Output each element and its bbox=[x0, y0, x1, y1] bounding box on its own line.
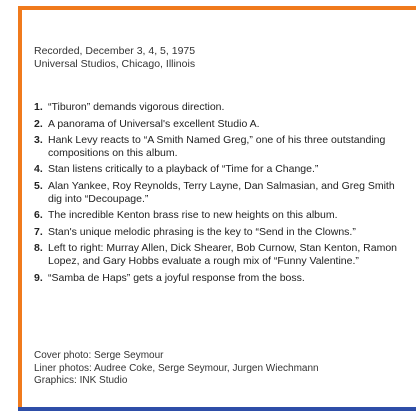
recording-location: Universal Studios, Chicago, Illinois bbox=[34, 58, 196, 70]
caption-text: Stan listens critically to a playback of “Time for a Change.” bbox=[48, 163, 319, 176]
caption-item bbox=[34, 118, 410, 131]
orange-frame-left bbox=[18, 6, 22, 409]
caption-number: 7. bbox=[34, 225, 43, 238]
blue-frame-bottom bbox=[18, 407, 416, 411]
caption-text: The incredible Kenton brass rise to new heights on this album. bbox=[48, 209, 338, 222]
caption-item bbox=[34, 209, 410, 222]
caption-number: 8. bbox=[34, 242, 43, 255]
photo-captions-list bbox=[34, 101, 410, 288]
caption-text: Left to right: Murray Allen, Dick Shearer, Bob Curnow, Stan Kenton, Ramon Lopez, and Gary Hobbs evaluate a rough mix of “Funny Valentine.” bbox=[48, 242, 398, 267]
liner-photos-credit: Liner photos: Audree Coke, Serge Seymour, Jurgen Wiechmann bbox=[34, 362, 319, 374]
recording-date: Recorded, December 3, 4, 5, 1975 bbox=[34, 45, 196, 57]
caption-text: “Samba de Haps” gets a joyful response from the boss. bbox=[48, 271, 305, 284]
caption-item bbox=[34, 101, 410, 114]
caption-item bbox=[34, 242, 410, 267]
caption-number: 5. bbox=[34, 179, 43, 192]
caption-text: Stan's unique melodic phrasing is the key to “Send in the Clowns.” bbox=[48, 225, 356, 238]
caption-number: 4. bbox=[34, 163, 43, 176]
caption-number: 2. bbox=[34, 117, 43, 130]
caption-item bbox=[34, 134, 410, 159]
caption-number: 9. bbox=[34, 271, 43, 284]
caption-number: 3. bbox=[34, 134, 43, 147]
caption-text: Alan Yankee, Roy Reynolds, Terry Layne, Dan Salmasian, and Greg Smith dig into “Decoupage.” bbox=[48, 179, 395, 205]
caption-item bbox=[34, 180, 410, 205]
caption-item bbox=[34, 226, 410, 239]
caption-item bbox=[34, 163, 410, 176]
credits-block bbox=[34, 350, 319, 388]
caption-number: 6. bbox=[34, 209, 43, 222]
caption-number: 1. bbox=[34, 101, 43, 113]
cover-photo-credit: Cover photo: Serge Seymour bbox=[34, 350, 164, 361]
recording-info bbox=[34, 45, 195, 71]
caption-text: Hank Levy reacts to “A Smith Named Greg,” one of his three outstanding compositions on this album. bbox=[48, 134, 386, 159]
caption-text: “Tiburon” demands vigorous direction. bbox=[48, 101, 225, 113]
orange-frame-top bbox=[18, 6, 416, 10]
caption-text: A panorama of Universal's excellent Studio A. bbox=[48, 117, 260, 130]
graphics-credit: Graphics: INK Studio bbox=[34, 375, 128, 386]
caption-item bbox=[34, 272, 410, 285]
